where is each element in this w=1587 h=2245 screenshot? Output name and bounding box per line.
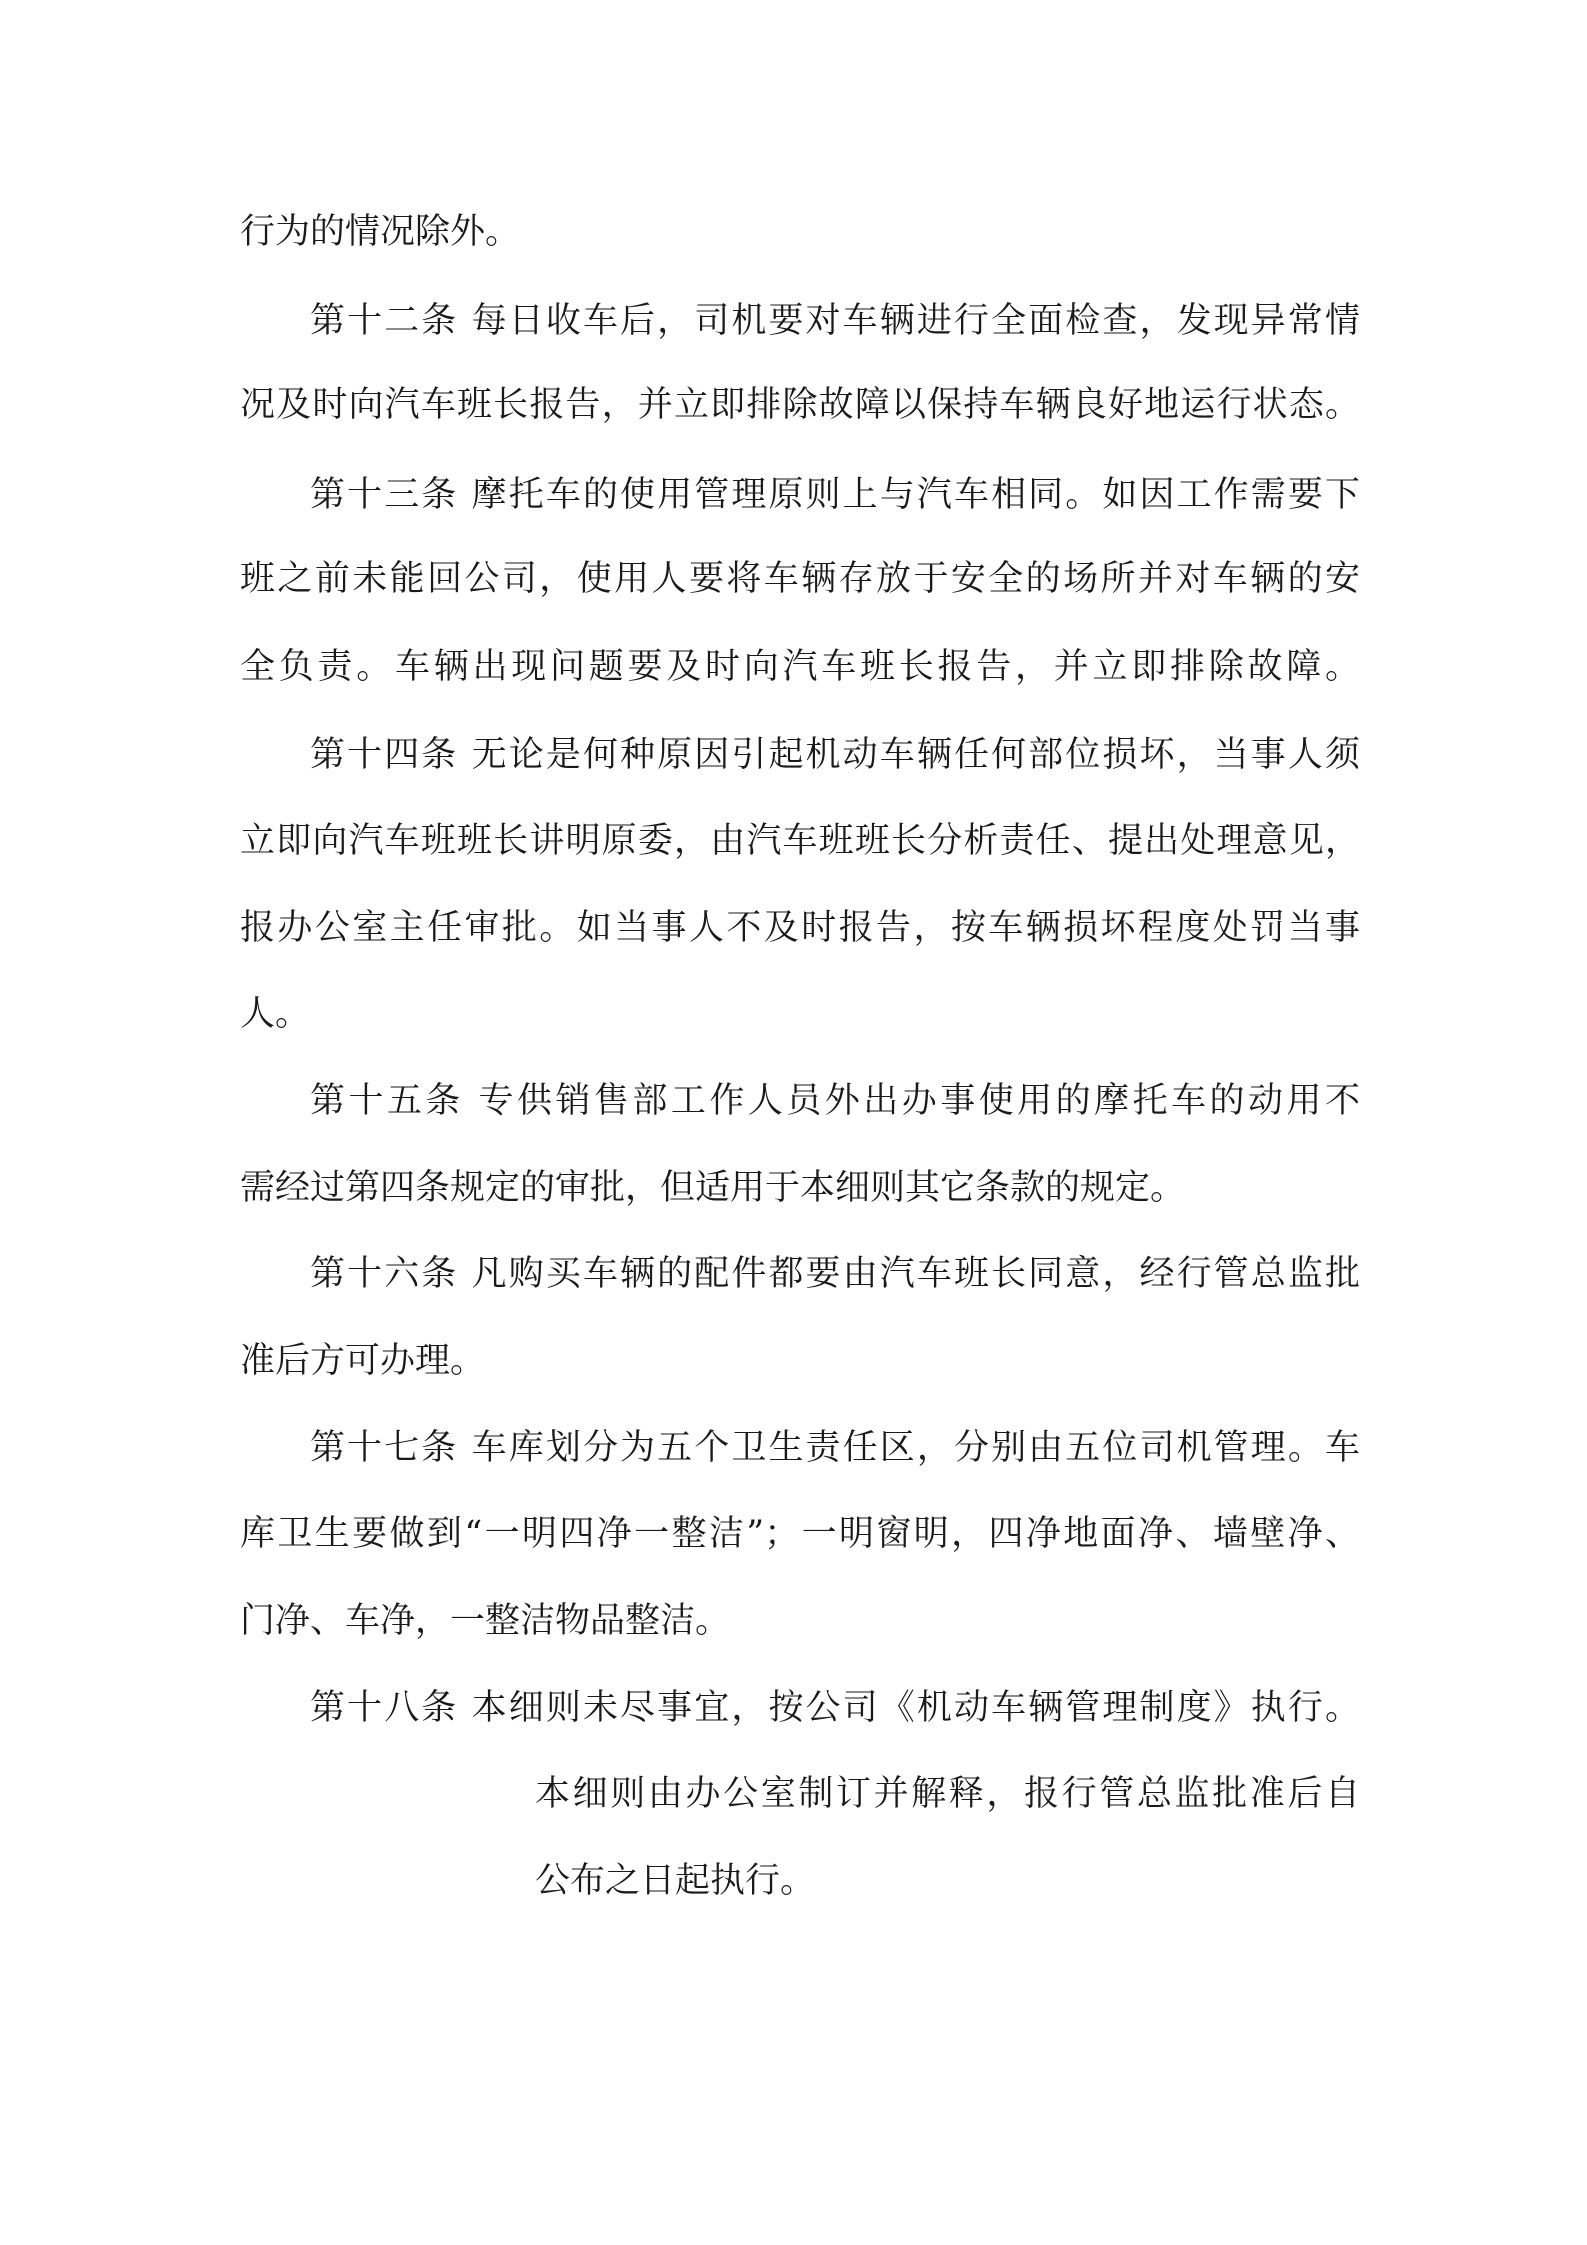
article-14-line-3: 报办公室主任审批。如当事人不及时报告，按车辆损坏程度处罚当事: [240, 908, 1360, 948]
article-18-line-1: 第十八条 本细则未尽事宜，按公司《机动车辆管理制度》执行。: [310, 1688, 1360, 1728]
article-16-line-2: 准后方可办理。: [240, 1341, 486, 1381]
article-12-line-1: 第十二条 每日收车后，司机要对车辆进行全面检查，发现异常情: [310, 301, 1360, 341]
article-13-line-1: 第十三条 摩托车的使用管理原则上与汽车相同。如因工作需要下: [310, 475, 1360, 515]
article-15-line-1: 第十五条 专供销售部工作人员外出办事使用的摩托车的动用不: [310, 1081, 1360, 1121]
article-17-line-2: 库卫生要做到“一明四净一整洁”；一明窗明，四净地面净、墙壁净、: [240, 1514, 1360, 1554]
closing-note-line-1: 本细则由办公室制订并解释，报行管总监批准后自: [535, 1774, 1360, 1814]
closing-note-line-2: 公布之日起执行。: [535, 1861, 816, 1901]
article-14-line-1: 第十四条 无论是何种原因引起机动车辆任何部位损坏，当事人须: [310, 735, 1360, 775]
article-13-line-3: 全负责。车辆出现问题要及时向汽车班长报告，并立即排除故障。: [240, 647, 1360, 687]
article-17-line-3: 门净、车净，一整洁物品整洁。: [240, 1601, 731, 1641]
article-15-line-2: 需经过第四条规定的审批，但适用于本细则其它条款的规定。: [240, 1168, 1186, 1208]
article-14-line-2: 立即向汽车班班长讲明原委，由汽车班班长分析责任、提出处理意见，: [240, 821, 1360, 861]
article-13-line-2: 班之前未能回公司，使用人要将车辆存放于安全的场所并对车辆的安: [240, 559, 1360, 599]
article-12-line-2: 况及时向汽车班长报告，并立即排除故障以保持车辆良好地运行状态。: [240, 385, 1360, 425]
text-line: 行为的情况除外。: [240, 212, 521, 252]
article-14-line-4: 人。: [240, 994, 311, 1034]
article-16-line-1: 第十六条 凡购买车辆的配件都要由汽车班长同意，经行管总监批: [310, 1254, 1360, 1294]
article-17-line-1: 第十七条 车库划分为五个卫生责任区，分别由五位司机管理。车: [310, 1428, 1360, 1468]
